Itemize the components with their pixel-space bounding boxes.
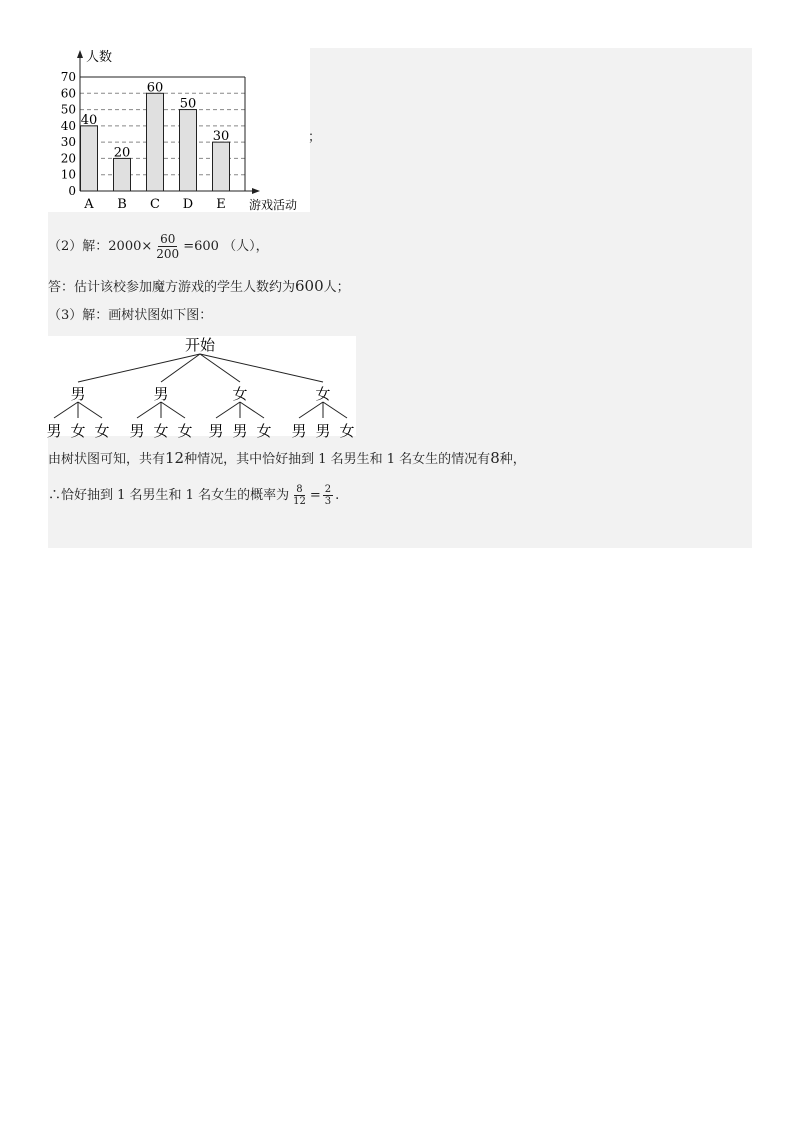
y-tick-label-70: 70 xyxy=(60,70,76,84)
conclusion-line xyxy=(48,484,339,507)
y-tick-label-60: 60 xyxy=(60,86,76,101)
tree-node-1-3: 女 xyxy=(315,385,331,403)
tree-node-2-0-0: 男 xyxy=(46,422,62,440)
tree-node-2-3-1: 男 xyxy=(315,422,331,440)
part2-numerator: 60 xyxy=(160,232,176,246)
bar-chart xyxy=(48,48,310,212)
y-axis-arrow xyxy=(77,50,83,58)
part2-line xyxy=(48,232,269,261)
tree-node-2-1-2: 女 xyxy=(177,422,193,440)
y-axis-label: 人数 xyxy=(86,50,113,65)
conclusion-text: 恰好抽到 1 名男生和 1 名女生的概率为 xyxy=(61,488,290,503)
part2-whole: 2000 xyxy=(108,239,142,254)
tree-node-2-2-2: 女 xyxy=(256,422,272,440)
tree-branch-2-2-2 xyxy=(240,402,264,418)
tree-diagram-svg xyxy=(46,336,356,440)
tree-node-2-3-0: 男 xyxy=(291,422,307,440)
bar-A xyxy=(81,126,98,191)
tree-branch-2-1-2 xyxy=(161,402,185,418)
tree-node-2-0-2: 女 xyxy=(94,422,110,440)
x-axis-label: 游戏活动 xyxy=(249,198,298,212)
tree-node-2-0-1: 女 xyxy=(70,422,86,440)
part2-suffix: （人）， xyxy=(223,239,269,254)
answer-prefix: 答：估计该校参加魔方游戏的学生人数约为 xyxy=(48,280,296,295)
y-tick-label-50: 50 xyxy=(60,102,76,117)
tree-branch-1-0 xyxy=(78,354,200,382)
tree-node-2-3-2: 女 xyxy=(339,422,355,440)
x-axis-arrow xyxy=(252,188,260,194)
conclusion-end: . xyxy=(335,488,340,503)
tree-node-2-2-0: 男 xyxy=(208,422,224,440)
fraction1-num: 8 xyxy=(296,484,303,495)
fraction-2-3 xyxy=(323,484,333,507)
result-part1: 由树状图可知，共有 xyxy=(48,452,166,467)
tree-root: 开始 xyxy=(184,336,216,354)
tree-branch-1-3 xyxy=(200,354,323,382)
answer-line xyxy=(48,276,350,298)
y-tick-label-20: 20 xyxy=(60,151,76,166)
part2-times: × xyxy=(141,239,153,254)
y-tick-label-10: 10 xyxy=(60,167,76,182)
data-label-D: 50 xyxy=(179,96,197,112)
part2-prefix: （2）解： xyxy=(48,239,109,254)
bar-C xyxy=(147,93,164,191)
result-total: 12 xyxy=(165,449,185,467)
y-tick-label-30: 30 xyxy=(60,135,76,150)
tree-node-2-2-1: 男 xyxy=(232,422,248,440)
bar-E xyxy=(213,142,230,191)
fraction2-num: 2 xyxy=(324,484,332,495)
x-tick-label-B: B xyxy=(117,197,127,212)
result-line xyxy=(48,448,526,470)
answer-suffix: 人； xyxy=(323,280,350,295)
chart-end-punct: ； xyxy=(308,130,322,145)
tree-diagram xyxy=(46,336,356,440)
part2-result: 600 xyxy=(194,239,219,254)
tree-branch-2-0-2 xyxy=(78,402,102,418)
tree-node-1-0: 男 xyxy=(70,385,86,403)
data-label-B: 20 xyxy=(113,145,131,161)
tree-node-1-2: 女 xyxy=(232,385,248,403)
data-label-A: 40 xyxy=(80,112,98,128)
fraction2-den: 3 xyxy=(324,496,332,507)
result-count: 8 xyxy=(490,449,500,467)
tree-branch-2-0-0 xyxy=(54,402,78,418)
tree-node-2-1-1: 女 xyxy=(153,422,169,440)
x-tick-label-A: A xyxy=(84,197,94,212)
bar-D xyxy=(180,110,197,191)
tree-branch-2-3-0 xyxy=(299,402,323,418)
result-part3: 种， xyxy=(499,452,526,467)
y-tick-label-0: 0 xyxy=(68,184,76,198)
fraction1-den: 12 xyxy=(293,496,306,507)
tree-branch-2-3-2 xyxy=(323,402,347,418)
therefore-symbol: ∴ xyxy=(48,488,62,503)
x-tick-label-E: E xyxy=(216,197,226,212)
fraction-8-12 xyxy=(291,484,308,507)
result-part2: 种情况，其中恰好抽到 1 名男生和 1 名女生的情况有 xyxy=(184,452,491,467)
y-tick-label-40: 40 xyxy=(60,118,76,133)
part2-eq: = xyxy=(183,239,195,254)
data-label-C: 60 xyxy=(146,80,164,96)
tree-node-2-1-0: 男 xyxy=(129,422,145,440)
tree-node-1-1: 男 xyxy=(153,385,169,403)
part2-denominator: 200 xyxy=(156,247,180,261)
part2-fraction xyxy=(154,232,181,261)
conclusion-eq: = xyxy=(309,488,321,503)
x-tick-label-D: D xyxy=(182,197,194,212)
bar-B xyxy=(114,158,131,191)
tree-branch-2-1-0 xyxy=(137,402,161,418)
x-tick-label-C: C xyxy=(150,197,160,212)
tree-branch-2-2-0 xyxy=(216,402,240,418)
answer-value: 600 xyxy=(295,277,324,295)
part3-line: （3）解：画树状图如下图： xyxy=(48,308,213,323)
bar-chart-svg xyxy=(48,48,310,212)
data-label-E: 30 xyxy=(212,129,230,145)
